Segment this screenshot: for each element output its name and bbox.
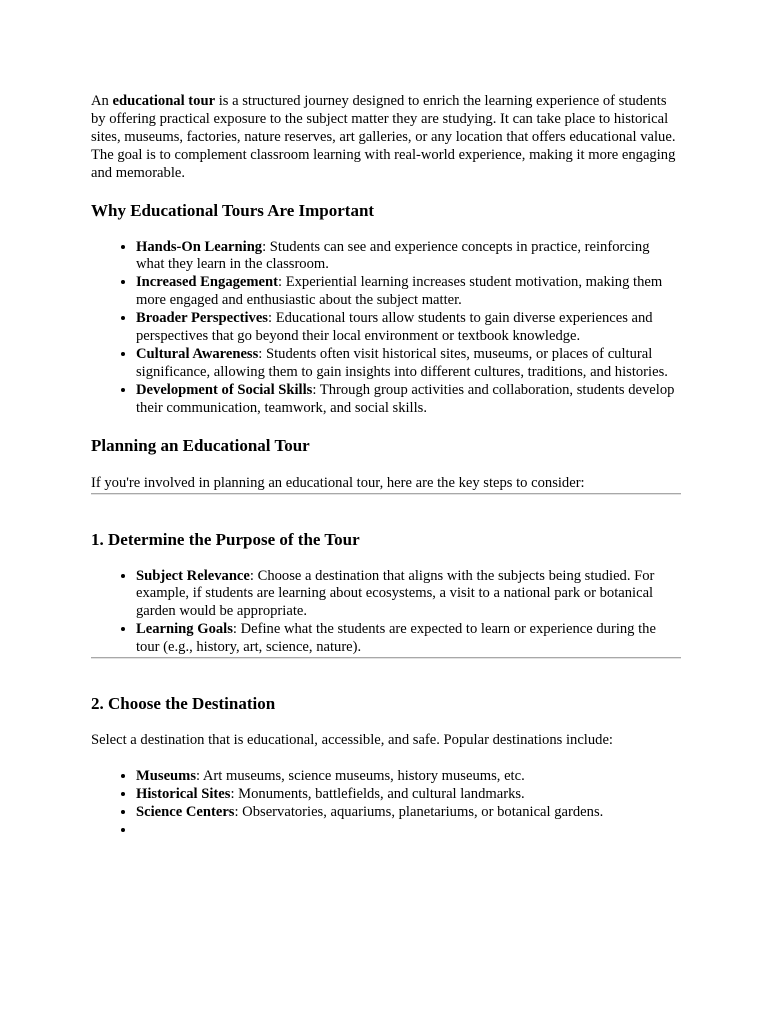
- horizontal-divider: [91, 657, 681, 659]
- list-item: [136, 568, 681, 622]
- intro-paragraph: [91, 93, 681, 183]
- list-item-text: : Experiential learning increases student motivation, making them more engaged and enthusiastic about the subject matter.: [136, 274, 663, 309]
- list-item-empty: [136, 822, 681, 840]
- list-item-term: Increased Engagement: [136, 274, 279, 291]
- document-page: [91, 93, 681, 840]
- list-item: [136, 786, 681, 804]
- list-item: [136, 768, 681, 786]
- list-item-text: : Students often visit historical sites, museums, or places of cultural significance, allowing them to gain insights into different cultures, traditions, and histories.: [136, 345, 668, 380]
- list-item-text: : Choose a destination that aligns with the subjects being studied. For example, if students are learning about ecosystems, a visit to a national park or botanical garden would be appropriate.: [136, 567, 655, 620]
- why-list: [91, 239, 681, 418]
- intro-lead: An: [91, 93, 113, 109]
- intro-text: is a structured journey designed to enrich the learning experience of students by offering practical exposure to the subject matter they are studying. It can take place to historical sites, museums, factories, nature reserves, art galleries, or any location that offers educational value. The goal is to complement classroom learning with real-world experience, making it more engaging and memorable.: [91, 93, 676, 181]
- list-item: [136, 239, 681, 275]
- list-item-text: : Observatories, aquariums, planetariums, or botanical gardens.: [234, 803, 604, 820]
- list-item: [136, 804, 681, 822]
- list-item-term: Science Centers: [136, 803, 235, 820]
- list-item: [136, 621, 681, 657]
- list-item: [136, 310, 681, 346]
- list-item: [136, 274, 681, 310]
- planning-paragraph: If you're involved in planning an educational tour, here are the key steps to consider:: [91, 474, 585, 491]
- intro-term: educational tour: [112, 93, 216, 109]
- list-item-term: Historical Sites: [136, 785, 231, 802]
- step2-paragraph: Select a destination that is educational, accessible, and safe. Popular destinations include:: [91, 732, 613, 749]
- list-item-term: Development of Social Skills: [136, 381, 313, 398]
- section-heading-planning: Planning an Educational Tour: [91, 435, 310, 455]
- step2-list: [91, 768, 681, 840]
- list-item-term: Broader Perspectives: [136, 310, 268, 327]
- list-item-text: : Students can see and experience concepts in practice, reinforcing what they learn in the classroom.: [136, 238, 650, 273]
- list-item-term: Museums: [136, 767, 196, 784]
- list-item-text: : Art museums, science museums, history museums, etc.: [196, 767, 525, 784]
- list-item: [136, 382, 681, 418]
- list-item-term: Learning Goals: [136, 621, 233, 638]
- list-item-term: Cultural Awareness: [136, 345, 259, 362]
- list-item-text: : Monuments, battlefields, and cultural landmarks.: [230, 785, 525, 802]
- list-item-term: Subject Relevance: [136, 567, 250, 584]
- list-item-text: : Through group activities and collaboration, students develop their communication, teamwork, and social skills.: [136, 381, 675, 416]
- section-heading-step2: 2. Choose the Destination: [91, 694, 276, 714]
- list-item: [136, 346, 681, 382]
- step1-list: [91, 568, 681, 658]
- list-item-term: Hands-On Learning: [136, 238, 263, 255]
- section-heading-why: Why Educational Tours Are Important: [91, 200, 375, 220]
- list-item-text: : Define what the students are expected to learn or experience during the tour (e.g., history, art, science, nature).: [136, 621, 656, 656]
- list-item-text: : Educational tours allow students to gain diverse experiences and perspectives that go beyond their local environment or textbook knowledge.: [136, 310, 653, 345]
- horizontal-divider: [91, 493, 681, 495]
- section-heading-step1: 1. Determine the Purpose of the Tour: [91, 529, 360, 549]
